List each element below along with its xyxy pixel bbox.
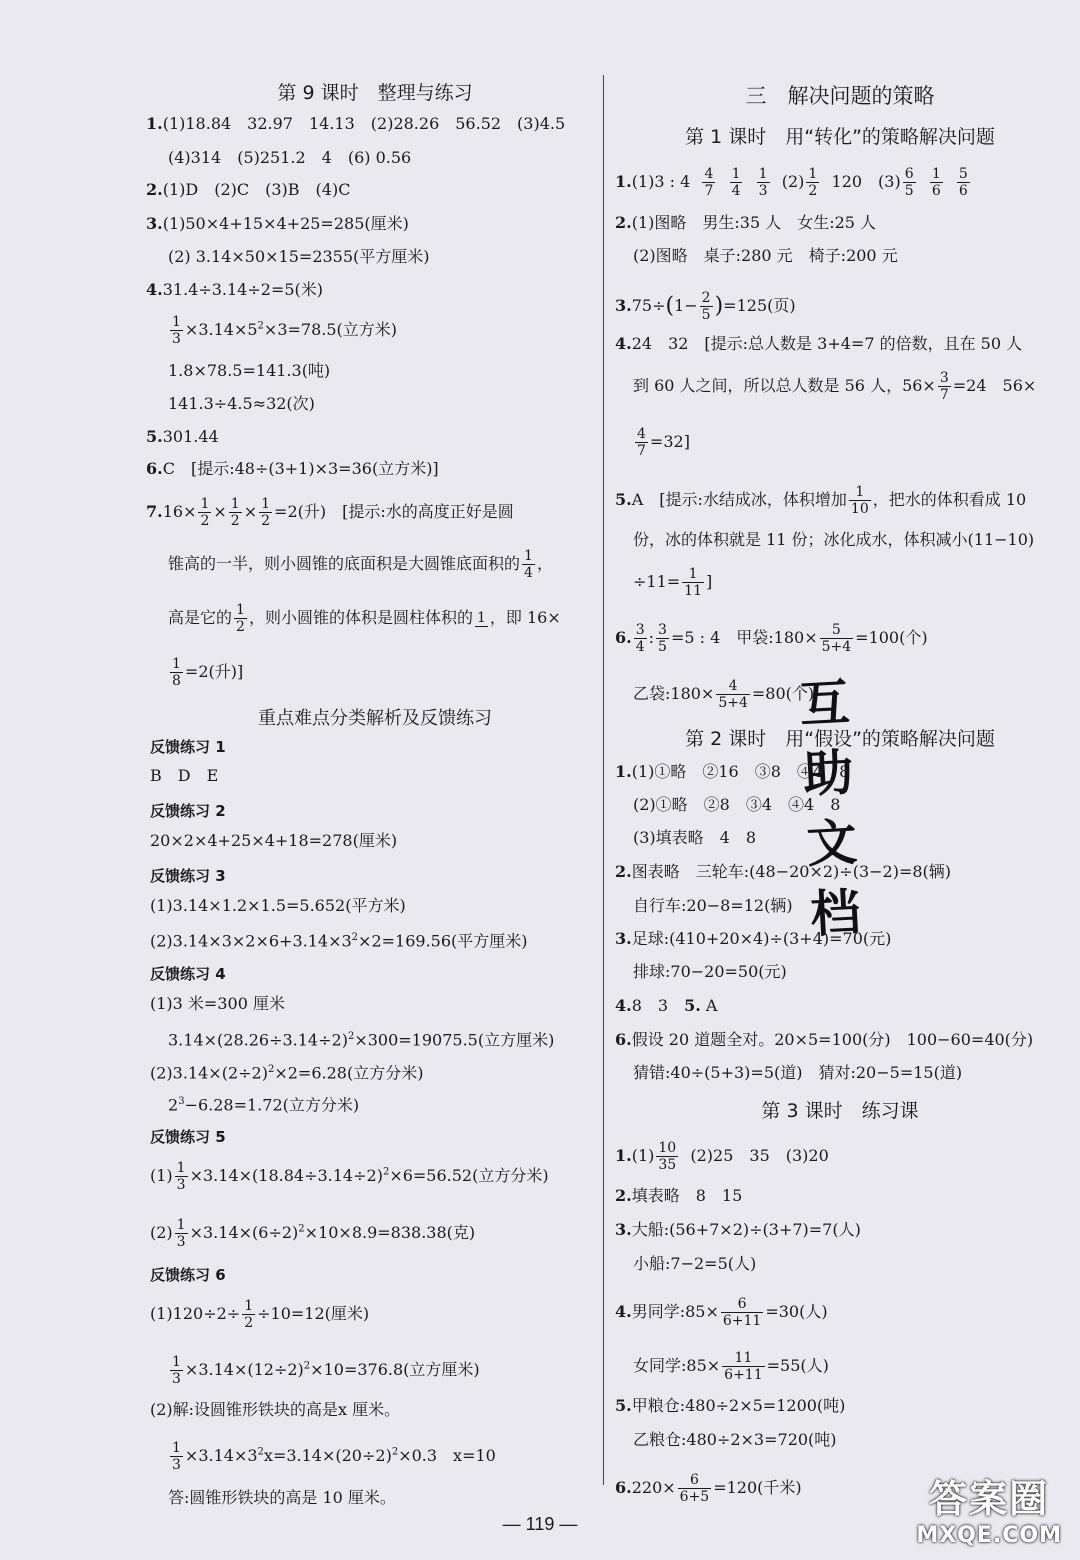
answer-line: (1) $\frac{1}{3}$ $\times 3.14\times(18.84\div 3.14\div 2)^2\times 6=56.52$(立方分米) [150,1160,549,1193]
answer-line: 2.填表略 8 15 [615,1186,743,1205]
answer-line: 3.(1)50×4+15×4+25=285(厘米) [146,214,409,233]
answer-line: 乙粮仓:480÷2×3=720(吨) [633,1430,837,1449]
watermark-logo: 答案圈 MXQE.COM [916,1477,1062,1548]
answer-line: 6.220× $\frac{6}{6+5}$ =120(千米) [615,1472,802,1505]
lesson-3-title: 第 3 课时 练习课 [761,1100,919,1122]
fraction: $\frac{6}{5}$ [904,166,914,199]
fraction: $\frac{4}{7}$ [637,426,646,459]
answer-line: $(2)3.14\times(2\div 2)^2\times 2=6.28$(立方分米) [150,1063,424,1083]
answer-line: $\frac{1}{3}$ $\times 3.14\times 5^2\times 3=78.5$(立方米) [172,314,398,347]
answer-line: 答:圆锥形铁块的高是 10 厘米。 [168,1488,396,1507]
lesson-9-title: 第 9 课时 整理与练习 [277,82,473,104]
answer-line: 1.(1)①略 ②16 ③8 ④4 8 [615,762,850,781]
answer-line: $2^3-6.28=1.72$(立方分米) [168,1095,360,1115]
answer-line: 锥高的一半，则小圆锥的底面积是大圆锥底面积的 $\frac{1}{4}$ ， [168,548,553,581]
answer-line: 排球:70−20=50(元) [633,962,787,981]
answer-line: 6. $\frac{3}{4}$ : $\frac{3}{5}$ =5 : 4 甲袋:180× $\frac{5}{5+4}$ =100(个) [615,622,928,655]
unit-title: 三 解决问题的策略 [745,84,935,108]
fraction: $\frac{11}{6+11}$ [724,1350,763,1383]
fraction: $\frac{1}{2}$ [230,496,240,529]
answer-line: (4)314 (5)251.2 4 (6) 0.56 [168,148,412,167]
answer-line: 3.75÷(1− $\frac{2}{5}$ )=125(页) [615,290,796,323]
answer-line: (1)3.14×1.2×1.5=5.652(平方米) [150,896,406,915]
answer-line: 自行车:20−8=12(辆) [633,896,793,915]
answer-line: 猜错:40÷(5+3)=5(道) 猜对:20−5=15(道) [633,1063,963,1082]
fraction: $\frac{3}{4}$ [635,622,645,655]
answer-line: $3.14\times(28.26\div 3.14\div 2)^2\times 300=19075.5$(立方厘米) [168,1030,555,1050]
answer-line: 乙袋:180× $\frac{4}{5+4}$ =80(个) [633,678,815,711]
fraction: $\frac{1}{2}$ [261,496,271,529]
answer-line: 2.(1)图略 男生:35 人 女生:25 人 [615,213,877,232]
answer-line: ÷11= $\frac{1}{11}$ ] [633,566,713,599]
fraction: $\frac{6}{6+5}$ [679,1472,710,1505]
answer-line: 6.C [提示:48÷(3+1)×3=36(立方米)] [146,459,439,478]
fraction: $\frac{1}{2}$ [200,496,210,529]
answer-line: 2.图表略 三轮车:(48−20×2)÷(3−2)=8(辆) [615,862,952,881]
answer-line: 1.8×78.5=141.3(吨) [168,361,331,380]
answer-line: (3)填表略 4 8 [633,828,757,847]
answer-line: 4.8 3 5. A [615,996,718,1015]
answer-line: 1.(1)3 : 4 $\frac{4}{7}$ $\frac{1}{4}$ $\frac{1}{3}$ (2) $\frac{1}{2}$ 120 (3) $\frac{6}{5}$ $\frac{1}{6}$ $\frac{5}{6}$ [615,166,968,199]
answer-line: (1)120÷2÷ $\frac{1}{2}$ ÷10=12(厘米) [150,1298,370,1331]
lesson-2-title: 第 2 课时 用“假设”的策略解决问题 [685,728,995,750]
fraction: $\frac{1}{6}$ [931,166,941,199]
feedback-heading: 反馈练习 1 [150,738,226,756]
answer-line: 小船:7−2=5(人) [633,1254,757,1273]
answer-line: (2)图略 桌子:280 元 椅子:200 元 [633,246,898,265]
lesson-1-title: 第 1 课时 用“转化”的策略解决问题 [685,126,995,148]
answer-line: (1)3 米=300 厘米 [150,994,285,1013]
fraction: $\frac{1}{2}$ [808,166,818,199]
fraction: $\frac{1}{2}$ [236,602,245,635]
answer-line: 高是它的 $\frac{1}{2}$ ，则小圆锥的体积是圆柱体积的 1 ，即 16× [168,602,561,635]
fraction: $\frac{4}{7}$ [704,166,714,199]
answer-line: 4.24 32 [提示:总人数是 3+4=7 的倍数，且在 50 人 [615,334,1023,353]
fraction: 1 [476,610,486,626]
fraction: $\frac{4}{5+4}$ [718,678,748,711]
answer-line: $\frac{1}{3}$ $\times 3.14\times(12\div 2)^2\times 10=376.8$(立方厘米) [172,1354,480,1387]
feedback-heading: 反馈练习 2 [150,802,226,820]
fraction: $\frac{1}{2}$ [244,1298,254,1331]
answer-line: 3.足球:(410+20×4)÷(3+4)=70(元) [615,929,892,948]
section-title: 重点难点分类解析及反馈练习 [258,708,492,729]
answer-line: 20×2×4+25×4+18=278(厘米) [150,831,398,850]
fraction: $\frac{3}{7}$ [939,370,949,403]
answer-line: 5.甲粮仓:480÷2×5=1200(吨) [615,1396,846,1415]
fraction: $\frac{5}{6}$ [958,166,968,199]
fraction: $\frac{1}{10}$ [850,484,869,517]
feedback-heading: 反馈练习 5 [150,1128,226,1146]
answer-line: (2) $\frac{1}{3}$ $\times 3.14\times(6\div 2)^2\times 10\times 8.9=838.38$(克) [150,1217,476,1250]
answer-line: 女同学:85× $\frac{11}{6+11}$ =55(人) [633,1350,829,1383]
fraction: $\frac{1}{3}$ [172,1440,181,1473]
fraction: $\frac{1}{4}$ [731,166,741,199]
fraction: $\frac{1}{3}$ [172,314,181,347]
fraction: $\frac{5}{5+4}$ [821,622,852,655]
answer-line: 4.男同学:85× $\frac{6}{6+11}$ =30(人) [615,1296,828,1329]
fraction: $\frac{1}{3}$ [172,1354,181,1387]
answer-line: 1.(1) $\frac{10}{35}$ (2)25 35 (3)20 [615,1140,829,1173]
handwritten-stamp: 互 助 文 档 [798,673,862,944]
answer-line: 1.(1)18.84 32.97 14.13 (2)28.26 56.52 (3)4.5 [146,114,566,133]
answer-line: $\frac{4}{7}$ =32] [637,426,690,459]
answer-line: 4.31.4÷3.14÷2=5(米) [146,280,324,299]
fraction: $\frac{1}{3}$ [758,166,768,199]
fraction: $\frac{2}{5}$ [701,290,711,323]
answer-line: 7.16× $\frac{1}{2}$ × $\frac{1}{2}$ × $\frac{1}{2}$ =2(升) [提示:水的高度正好是圆 [146,496,514,529]
answer-line: 141.3÷4.5≈32(次) [168,394,315,413]
answer-line: 5.301.44 [146,427,219,446]
answer-line: 5.A [提示:水结成冰，体积增加 $\frac{1}{10}$ ，把水的体积看成 10 [615,484,1027,517]
fraction: $\frac{1}{4}$ [524,548,533,581]
answer-line: (2) 3.14×50×15=2355(平方厘米) [168,247,430,266]
fraction: $\frac{1}{11}$ [684,566,702,599]
answer-line: (2)①略 ②8 ③4 ④4 8 [633,795,841,814]
answer-line: 6.假设 20 道题全对。20×5=100(分) 100−60=40(分) [615,1030,1034,1049]
fraction: $\frac{10}{35}$ [658,1140,677,1173]
fraction: $\frac{1}{3}$ [176,1160,186,1193]
feedback-heading: 反馈练习 4 [150,965,226,983]
fraction: $\frac{1}{8}$ [172,656,181,689]
fraction: $\frac{6}{6+11}$ [722,1296,762,1329]
fraction: $\frac{1}{3}$ [176,1217,186,1250]
page-number: — 119 — [502,1514,578,1534]
answer-line: $\frac{1}{8}$ =2(升)] [172,656,244,689]
feedback-heading: 反馈练习 6 [150,1266,226,1284]
answer-line: 2.(1)D (2)C (3)B (4)C [146,180,351,199]
fraction: $\frac{3}{5}$ [658,622,667,655]
answer-line: 份，冰的体积就是 11 份；冰化成水，体积减小(11−10) [633,530,1035,549]
feedback-heading: 反馈练习 3 [150,867,226,885]
column-divider [603,75,604,1485]
answer-line: 3.大船:(56+7×2)÷(3+7)=7(人) [615,1220,861,1239]
answer-line: $\frac{1}{3}$ $\times 3.14\times 3^2x=3.14\times(20\div 2)^2\times 0.3$ x=10 [172,1440,496,1473]
answer-line: B D E [150,766,219,785]
answer-line: 到 60 人之间，所以总人数是 56 人，56× $\frac{3}{7}$ =24 56× [633,370,1037,403]
answer-line: (2)解:设圆锥形铁块的高是x 厘米。 [150,1400,401,1419]
answer-line: $(2)3.14\times 3\times 2\times 6+3.14\times 3^2\times 2=169.56$(平方厘米) [150,931,528,951]
